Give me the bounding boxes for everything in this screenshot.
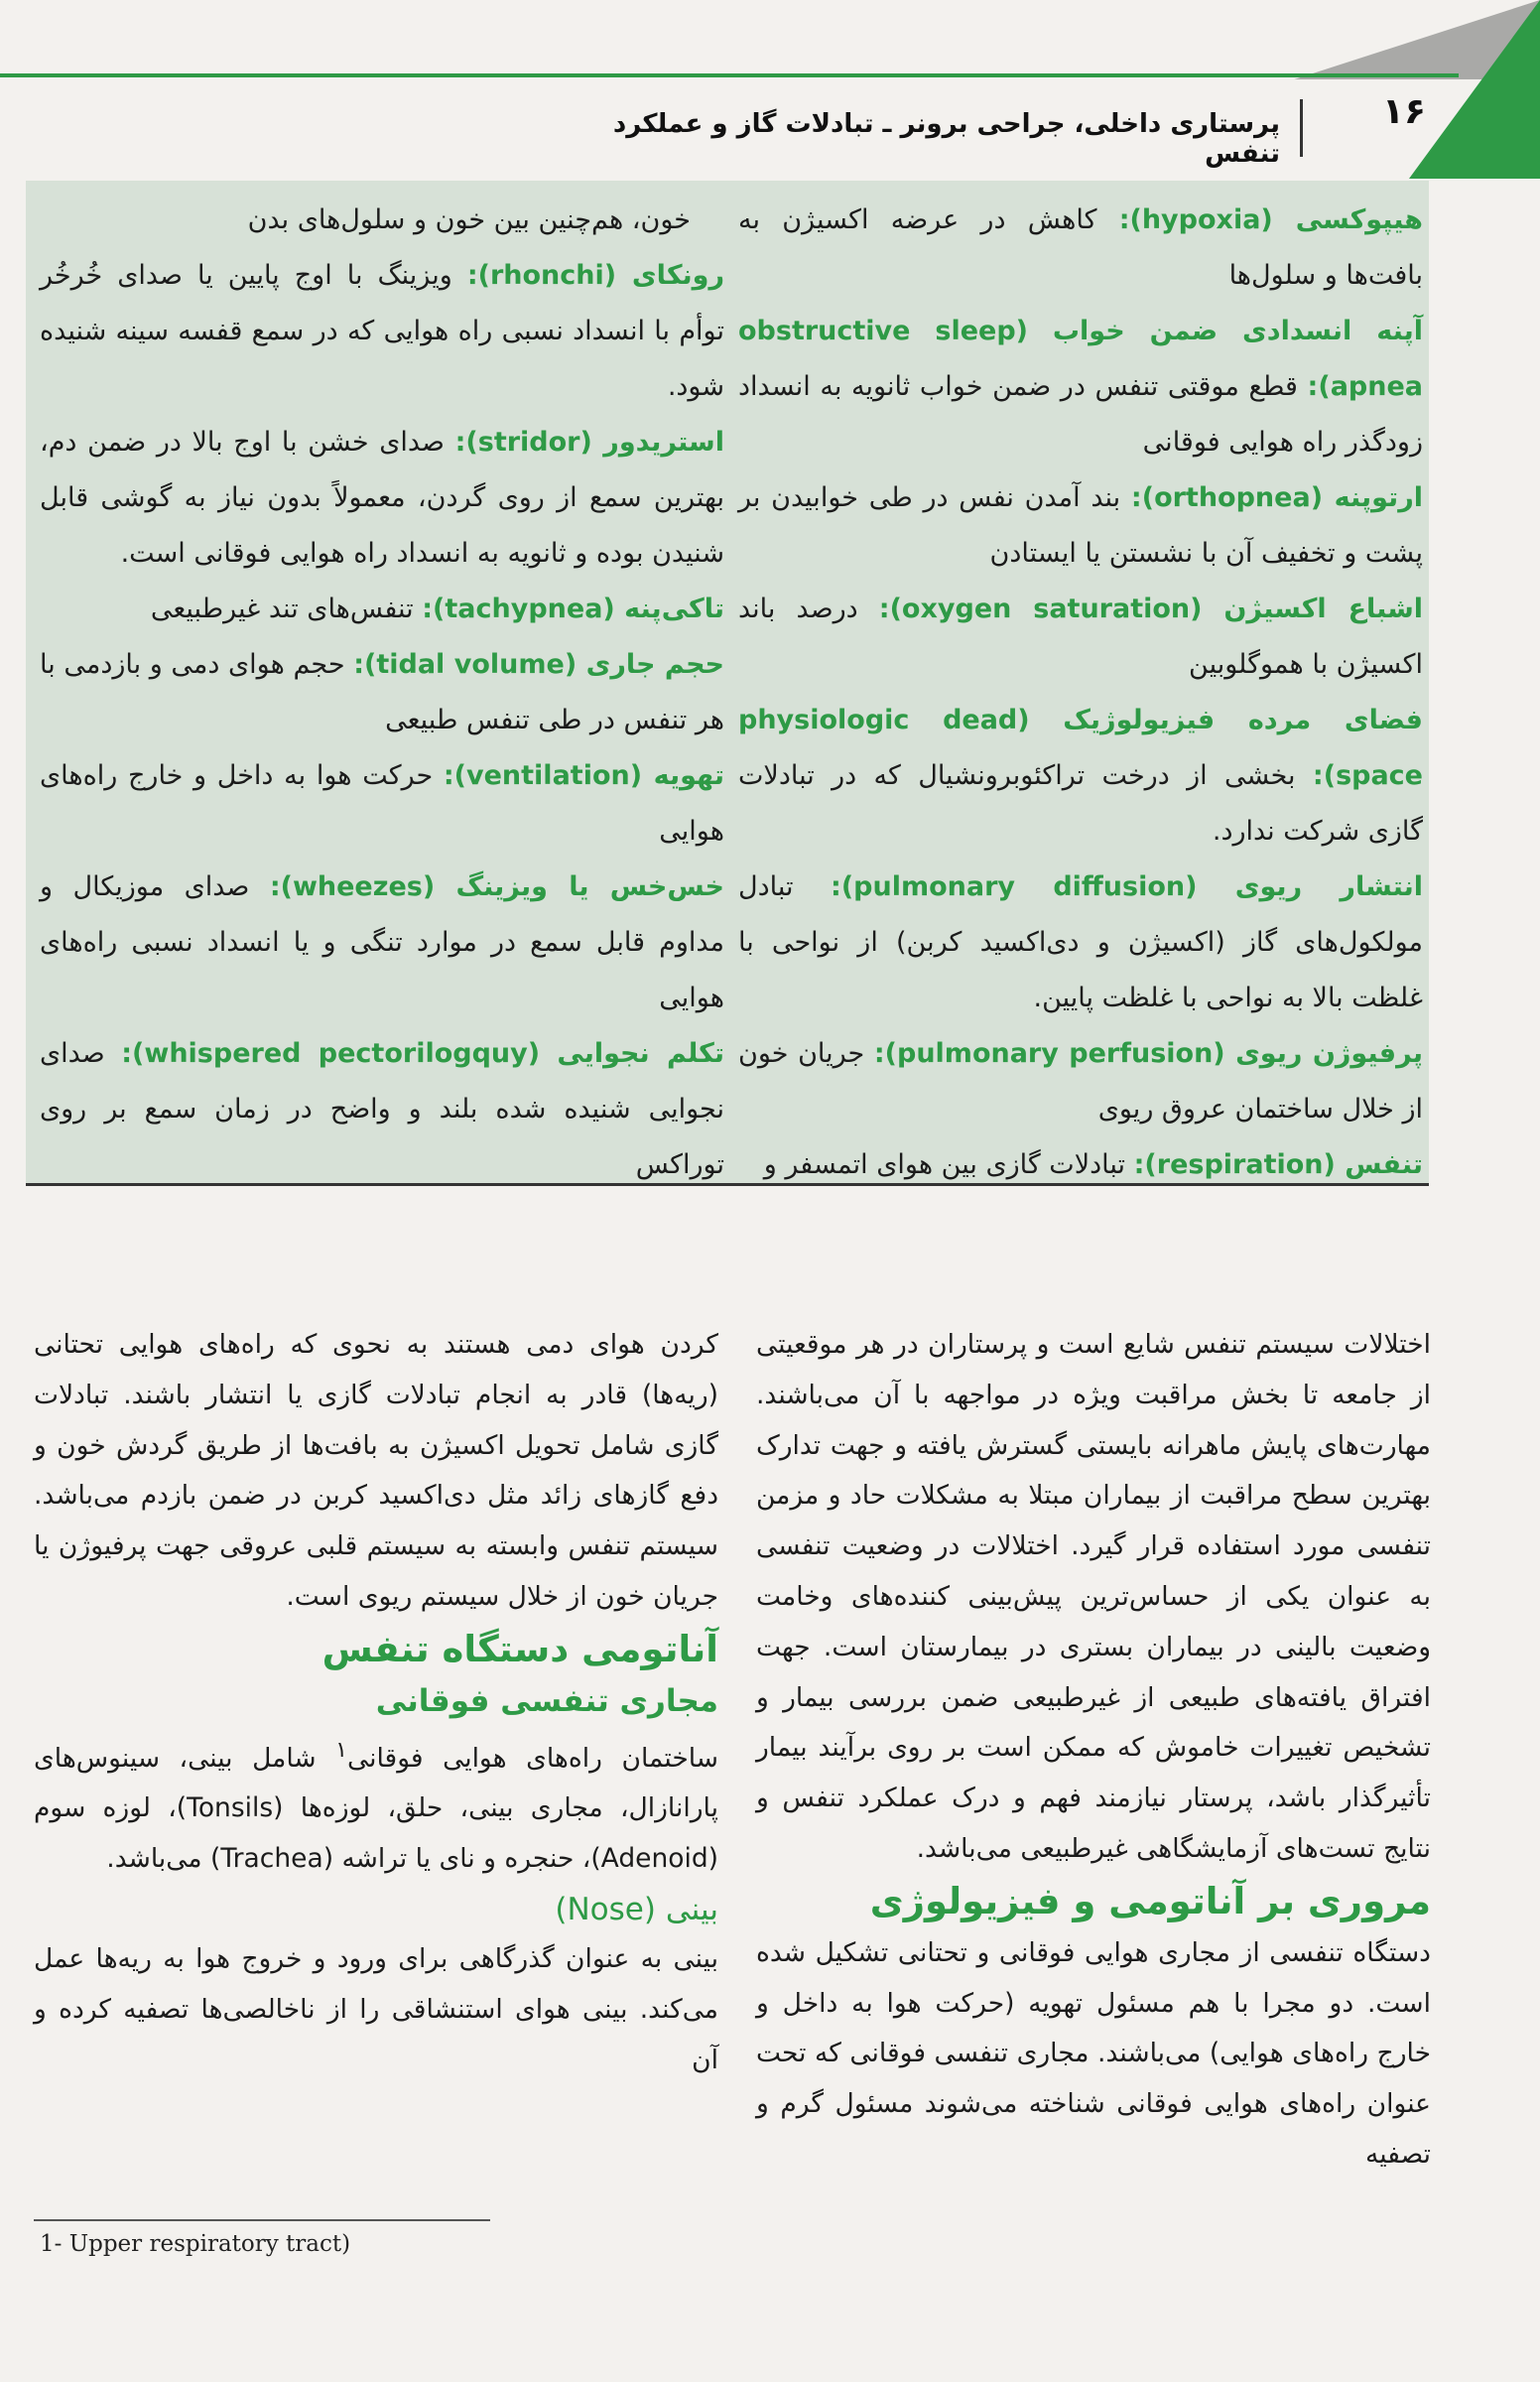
continuation-paragraph: کردن هوای دمی هستند به نحوی که راه‌های هوایی تحتانی (ریه‌ها) قادر به انجام تبادلات گازی یا انتشار باشند. تبادلات گازی شامل تحویل اکسیژن به بافت‌ها از طریق گردش خون و دفع گازهای زائد مثل دی‌اکسید کربن در ضمن بازدم می‌باشد. سیستم تنفس وابسته به سیستم قلبی عروقی جهت پرفیوژن یا جریان خون از خلال سیستم ریوی است. bbox=[34, 1329, 718, 1612]
glossary-right-column bbox=[738, 193, 1423, 1193]
header-separator bbox=[1300, 99, 1303, 157]
intro-paragraph: اختلالات سیستم تنفس شایع است و پرستاران در هر موقعیتی از جامعه تا بخش مراقبت ویژه در مواجهه با آن می‌باشند. مهارت‌های پایش ماهرانه بایستی گسترش یافته و جهت تدارک بهترین سطح مراقبت از بیماران مبتلا به مشکلات حاد و مزمن تنفسی مورد استفاده قرار گیرد. اختلالات در وضعیت تنفسی به عنوان یکی از حساس‌ترین پیش‌بینی کننده‌های وخامت وضعیت بالینی در بیماران بستری در بیمارستان است. جهت افتراق یافته‌های طبیعی از غیرطبیعی ضمن بررسی بیمار و تشخیص تغییرات خاموش که ممکن است بر روی برآیند بیمار تأثیرگذار باشد، پرستار نیازمند فهم و درک عملکرد تنفس و نتایج تست‌های آزمایشگاهی غیرطبیعی می‌باشد. bbox=[756, 1329, 1431, 1864]
upper-airway-subheading: مجاری تنفسی فوقانی bbox=[375, 1682, 718, 1719]
body-left-column bbox=[34, 1320, 718, 2085]
glossary-definition: صدای نجوایی شنیده شده بلند و واضح در زمان سمع بر روی توراکس bbox=[40, 1038, 724, 1180]
glossary-entry bbox=[40, 1026, 724, 1193]
footnote-marker: ۱ bbox=[335, 1737, 348, 1763]
glossary-entry bbox=[738, 860, 1423, 1026]
glossary-definition: حجم هوای دمی و بازدمی با هر تنفس در طی تنفس طبیعی bbox=[40, 649, 724, 735]
glossary-definition: تبادلات گازی بین هوای اتمسفر و bbox=[763, 1149, 1134, 1180]
upper-airway-paragraph bbox=[34, 1726, 718, 1885]
glossary-definition: قطع موقتی تنفس در ضمن خواب ثانویه به انسداد زودگذر راه هوایی فوقانی bbox=[738, 371, 1423, 458]
glossary-entry bbox=[738, 1026, 1423, 1137]
footnote-rule bbox=[34, 2219, 490, 2221]
glossary-term: آپنه انسدادی ضمن خواب (obstructive sleep apnea): bbox=[738, 316, 1423, 402]
glossary-definition: ویزینگ با اوج پایین یا صدای خُرخُر توأم با انسداد نسبی راه هوایی که در سمع قفسه سینه شنیده شود. bbox=[40, 260, 724, 402]
glossary-box bbox=[26, 181, 1429, 1183]
glossary-entry bbox=[738, 193, 1423, 304]
header-rule bbox=[0, 73, 1459, 77]
glossary-bottom-rule bbox=[26, 1183, 1429, 1186]
glossary-term: پرفیوژن ریوی (pulmonary perfusion): bbox=[873, 1038, 1423, 1069]
glossary-term: استریدور (stridor): bbox=[454, 427, 724, 458]
glossary-term: اشباع اکسیژن (oxygen saturation): bbox=[878, 594, 1423, 624]
glossary-term: هیپوکسی (hypoxia): bbox=[1118, 204, 1423, 235]
glossary-definition: کاهش در عرضه اکسیژن به بافت‌ها و سلول‌ها bbox=[738, 204, 1423, 291]
glossary-left-column bbox=[40, 193, 724, 1193]
upper-airway-text-b: شامل بینی، سینوس‌های پارانازال، مجاری بینی، حلق، لوزه‌ها (Tonsils)، لوزه سوم (Adenoid)، حنجره و نای یا تراشه (Trachea) می‌باشد. bbox=[34, 1742, 718, 1875]
glossary-definition: صدای موزیکال و مداوم قابل سمع در موارد تنگی و یا انسداد نسبی راه‌های هوایی bbox=[40, 871, 724, 1013]
glossary-definition: بند آمدن نفس در طی خوابیدن بر پشت و تخفیف آن با نشستن یا ایستادن bbox=[738, 482, 1423, 569]
glossary-term: انتشار ریوی (pulmonary diffusion): bbox=[831, 871, 1423, 902]
running-title: پرستاری داخلی، جراحی برونر ـ تبادلات گاز و عملکرد تنفس bbox=[612, 109, 1280, 169]
anatomy-heading: آناتومی دستگاه تنفس bbox=[321, 1627, 718, 1670]
page-number: ۱۶ bbox=[1382, 91, 1426, 132]
glossary-entry bbox=[40, 582, 724, 637]
glossary-entry bbox=[738, 304, 1423, 470]
glossary-definition: درصد باند اکسیژن با هموگلوبین bbox=[738, 594, 1423, 680]
glossary-definition: تبادل مولکول‌های گاز (اکسیژن و دی‌اکسید کربن) از نواحی با غلظت بالا به نواحی با غلظت پایین. bbox=[738, 871, 1423, 1013]
upper-airway-text-a: ساختمان راه‌های هوایی فوقانی bbox=[347, 1742, 718, 1774]
footnote: 1- Upper respiratory tract) bbox=[40, 2231, 351, 2257]
glossary-term: تکلم نجوایی (whispered pectorilogquy): bbox=[121, 1038, 724, 1069]
glossary-term: رونکای (rhonchi): bbox=[466, 260, 724, 291]
glossary-definition: حرکت هوا به داخل و خارج راه‌های هوایی bbox=[40, 760, 724, 847]
nose-paragraph: بینی به عنوان گذرگاهی برای ورود و خروج هوا به ریه‌ها عمل می‌کند. بینی هوای استنشاقی را از ناخالصی‌ها تصفیه کرده و آن bbox=[34, 1943, 718, 2075]
glossary-continuation: خون، هم‌چنین بین خون و سلول‌های بدن bbox=[247, 204, 691, 235]
glossary-definition: صدای خشن با اوج بالا در ضمن دم، بهترین سمع از روی گردن، معمولاً بدون نیاز به گوشی قابل شنیدن بوده و ثانویه به انسداد راه هوایی فوقانی است. bbox=[40, 427, 724, 569]
section-title: مروری بر آناتومی و فیزیولوژی bbox=[869, 1879, 1431, 1922]
glossary-term: حجم جاری (tidal volume): bbox=[353, 649, 725, 680]
glossary-definition: تنفس‌های تند غیرطبیعی bbox=[150, 594, 423, 624]
glossary-term: خس‌خس یا ویزینگ (wheezes): bbox=[269, 871, 724, 902]
nose-heading: بینی (Nose) bbox=[555, 1892, 718, 1927]
glossary-term: تاکی‌پنه (tachypnea): bbox=[422, 594, 724, 624]
glossary-definition: بخشی از درخت تراکئوبرونشیال که در تبادلات گازی شرکت ندارد. bbox=[738, 760, 1423, 847]
glossary-entry bbox=[40, 248, 724, 415]
glossary-entry bbox=[40, 637, 724, 748]
glossary-entry bbox=[40, 748, 724, 860]
section-paragraph: دستگاه تنفسی از مجاری هوایی فوقانی و تحتانی تشکیل شده است. دو مجرا با هم مسئول تهویه (حرکت هوا به داخل و خارج راه‌های هوایی) می‌باشند. مجاری تنفسی فوقانی که تحت عنوان راه‌های هوایی فوقانی شناخته می‌شوند مسئول گرم و تصفیه bbox=[756, 1936, 1431, 2170]
glossary-entry bbox=[738, 693, 1423, 860]
glossary-term: ارتوپنه (orthopnea): bbox=[1130, 482, 1423, 513]
glossary-term: فضای مرده فیزیولوژیک (physiologic dead space): bbox=[738, 705, 1423, 791]
glossary-entry bbox=[738, 470, 1423, 582]
glossary-definition: جریان خون از خلال ساختمان عروق ریوی bbox=[738, 1038, 1423, 1125]
glossary-entry bbox=[738, 582, 1423, 693]
glossary-entry bbox=[40, 415, 724, 582]
glossary-entry bbox=[40, 860, 724, 1026]
body-right-column bbox=[756, 1320, 1431, 2181]
glossary-term: تنفس (respiration): bbox=[1133, 1149, 1423, 1180]
glossary-term: تهویه (ventilation): bbox=[443, 760, 724, 791]
